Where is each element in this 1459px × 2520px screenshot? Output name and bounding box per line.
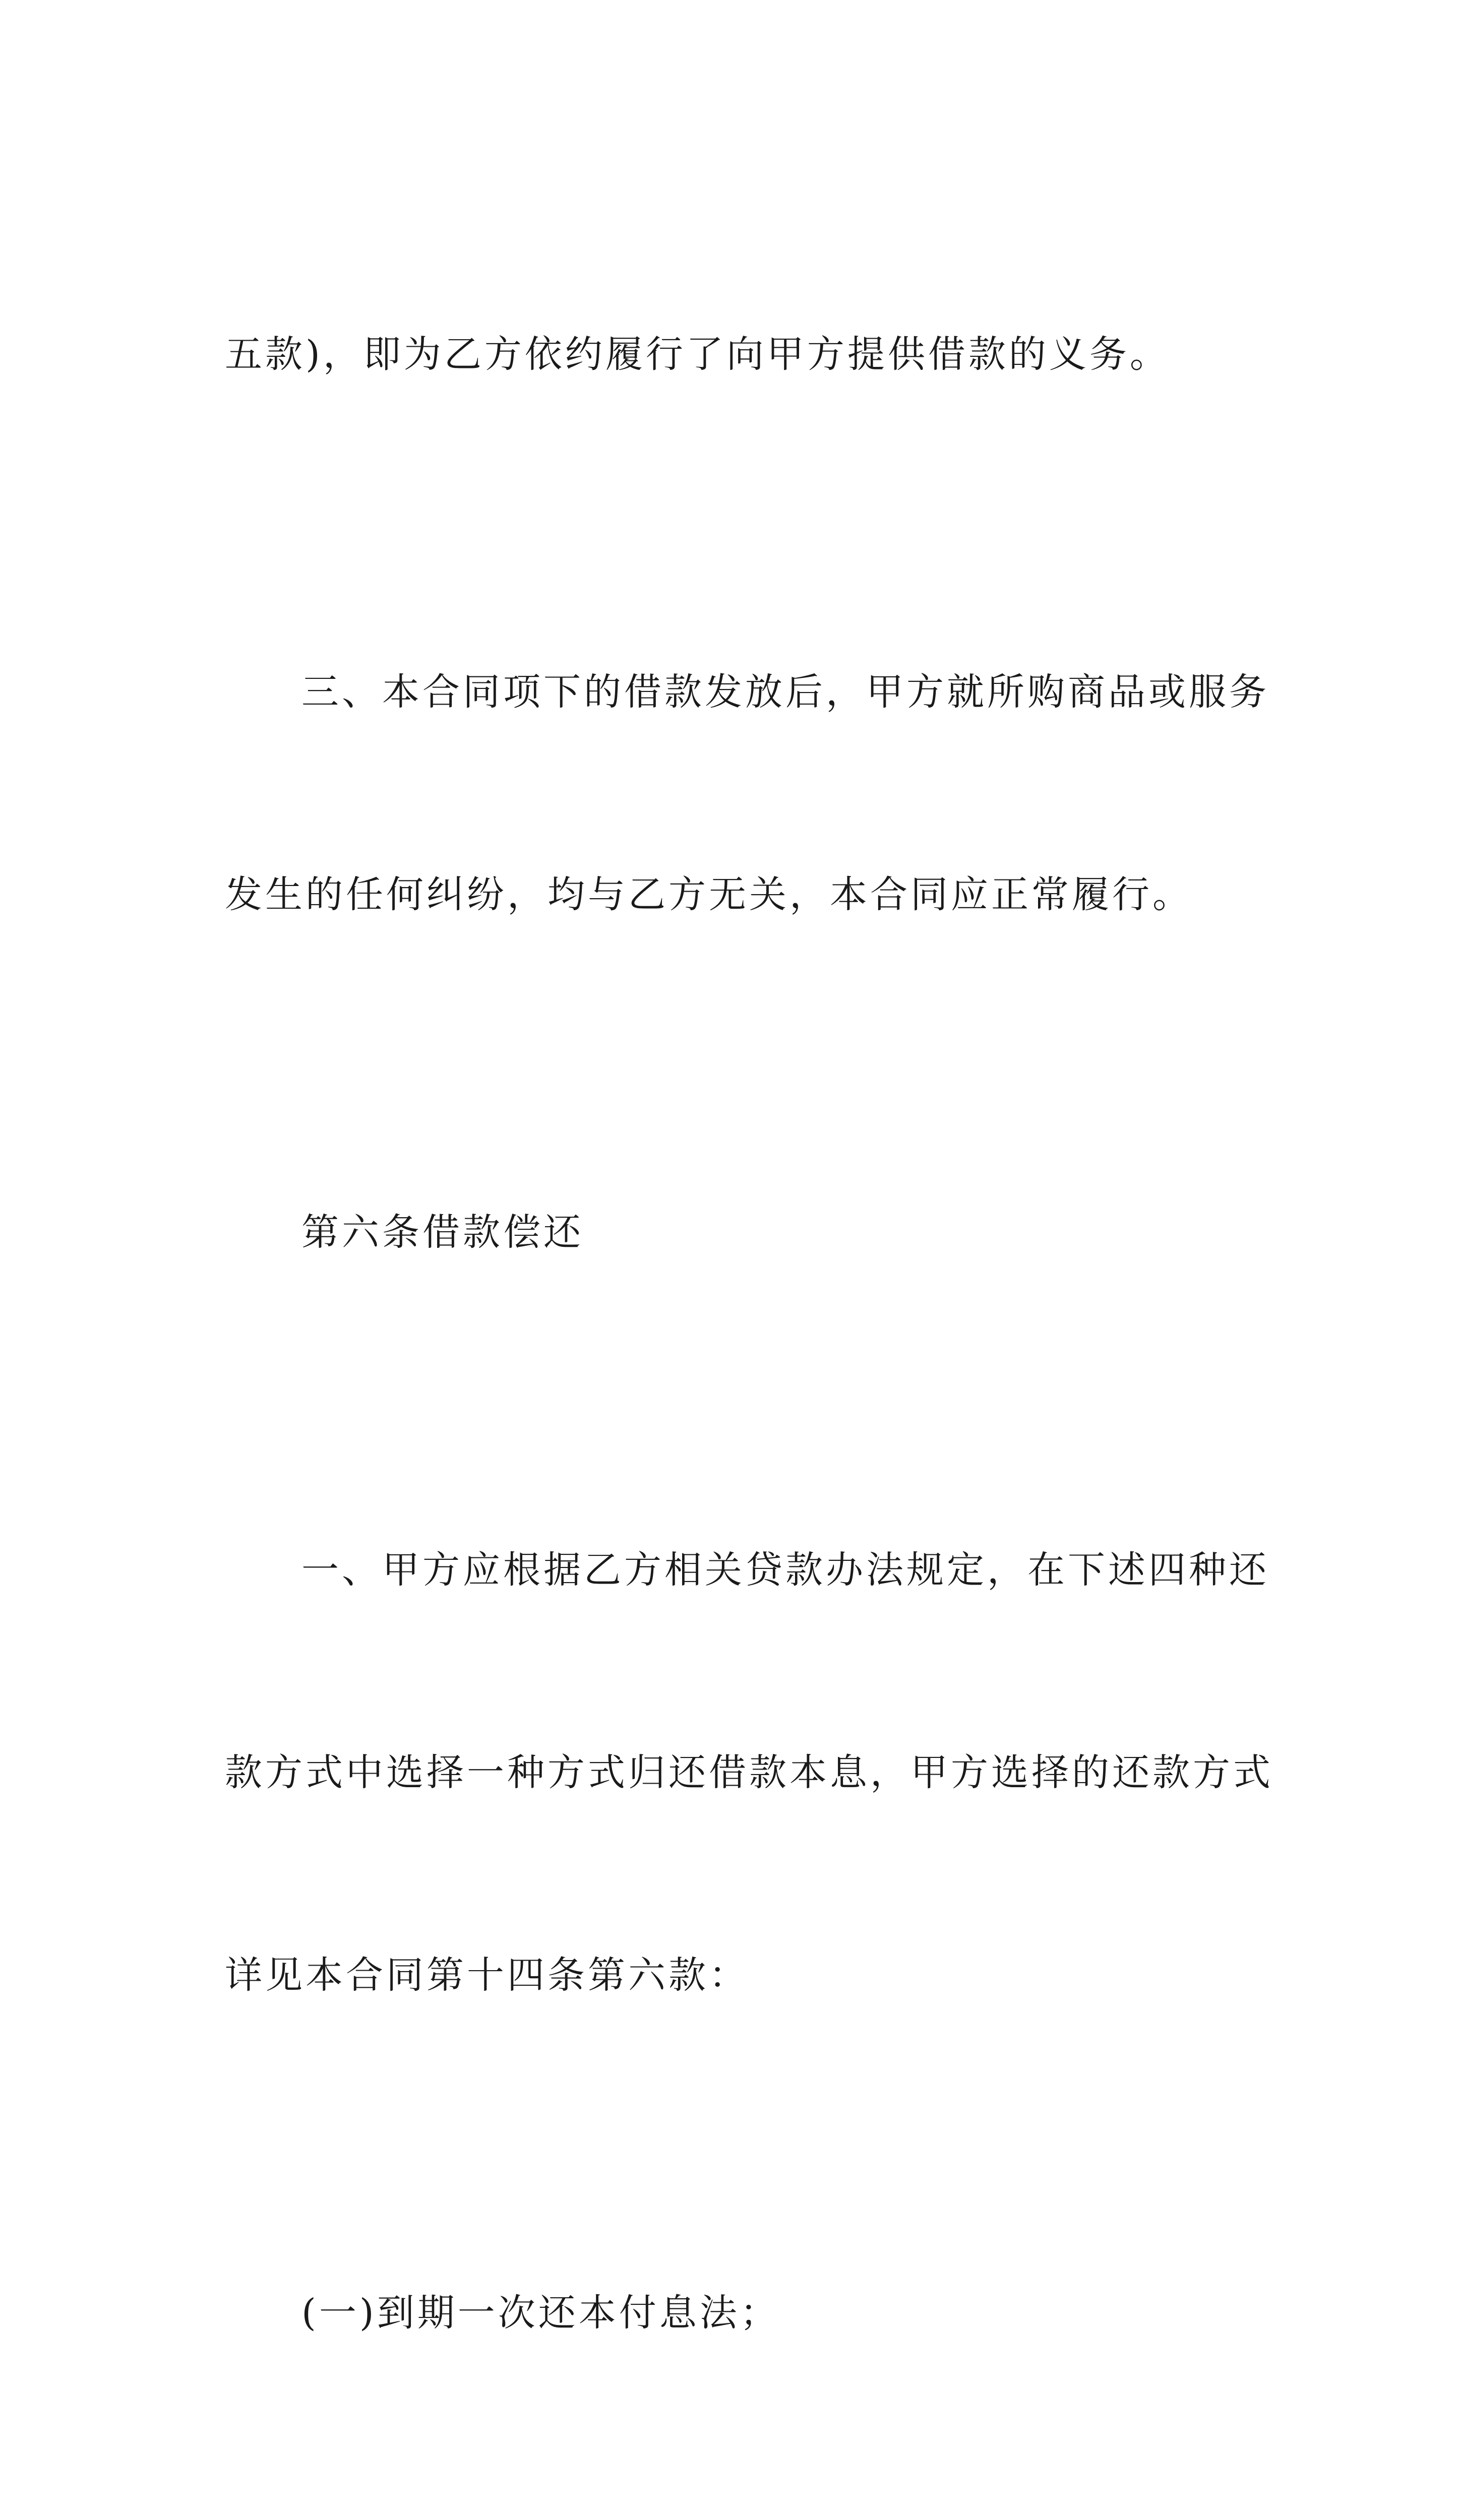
document-body [225,185,1273,2520]
text-line: 一、甲方应根据乙方相关贷款办法规定，在下述四种还 [301,1548,1269,1592]
text-line: 详见本合同第十四条第六款： [225,1954,749,1997]
list-item-repayment-method-1 [225,2144,1248,2482]
text-line: 五款)，即为乙方依约履行了向甲方提供借款的义务。 [225,333,1170,376]
text-line: (一)到期一次还本付息法； [301,2291,780,2335]
paragraph-clause-6-1 [225,1401,1273,2144]
text-line: 款方式中选择一种方式归还借款本息，甲方选择的还款方式 [225,1751,1273,1794]
text-line: 三、本合同项下的借款发放后，甲方就所购商品或服务 [301,670,1269,714]
list-item-repayment-method-2 [225,2482,1248,2520]
article-heading: 第六条借款偿还 [301,1211,584,1254]
paragraph-clause-5-end [225,185,1248,523]
paragraph-clause-5-3 [225,523,1269,1063]
text-line: 发生的任何纠纷，均与乙方无关，本合同应正常履行。 [225,873,1193,916]
heading-article-6 [225,1063,1248,1401]
